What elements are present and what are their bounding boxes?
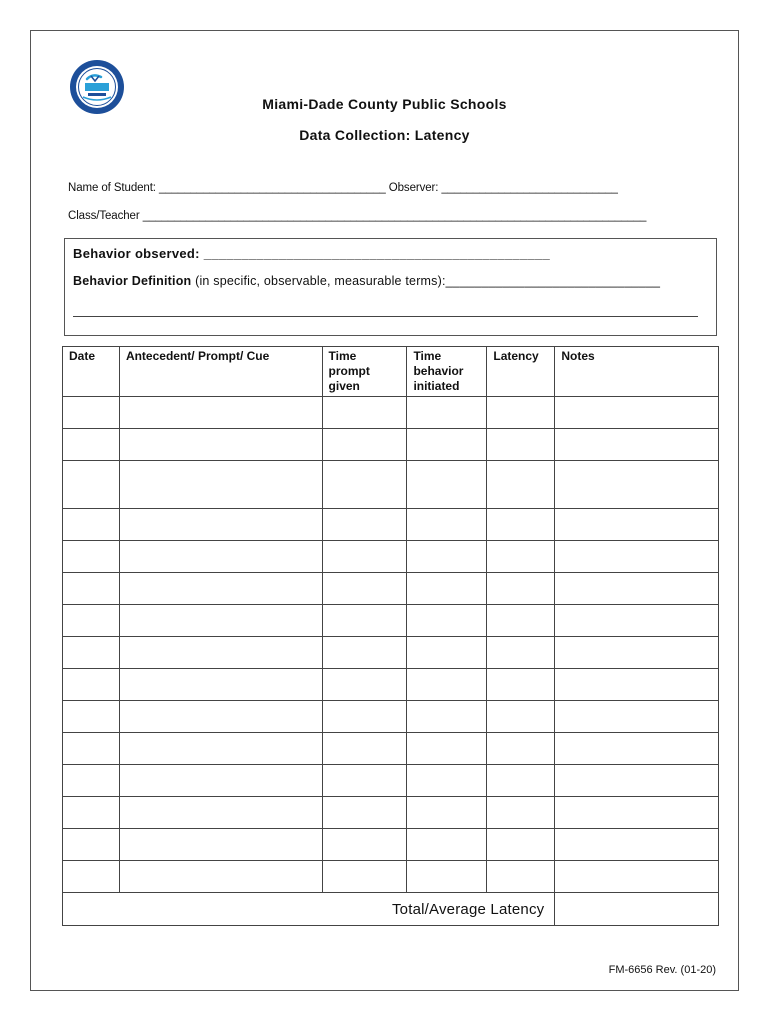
latency-cell[interactable] [487,637,555,669]
antecedent-cell[interactable] [119,797,322,829]
table-row [63,797,719,829]
antecedent-cell[interactable] [119,765,322,797]
date-cell[interactable] [63,733,120,765]
behavior-definition-hint: (in specific, observable, measurable terms): [195,274,446,288]
date-cell[interactable] [63,397,120,429]
total-row [63,893,719,926]
date-cell[interactable] [63,605,120,637]
time-prompt-cell[interactable] [322,573,407,605]
antecedent-cell[interactable] [119,541,322,573]
notes-cell[interactable] [555,573,719,605]
time-behavior-cell[interactable] [407,541,487,573]
notes-cell[interactable] [555,461,719,509]
time-prompt-header-line: Time [328,349,357,363]
time-prompt-cell[interactable] [322,509,407,541]
latency-cell[interactable] [487,861,555,893]
time-prompt-header-line: given [328,379,360,393]
latency-cell[interactable] [487,541,555,573]
antecedent-cell[interactable] [119,733,322,765]
class-teacher-row [68,210,646,222]
table-row [63,605,719,637]
date-cell[interactable] [63,429,120,461]
date-cell[interactable] [63,669,120,701]
time-behavior-cell[interactable] [407,461,487,509]
date-cell[interactable] [63,797,120,829]
time-behavior-cell[interactable] [407,397,487,429]
date-cell[interactable] [63,701,120,733]
notes-cell[interactable] [555,637,719,669]
behavior-definition-label: Behavior Definition [73,274,192,288]
behavior-definition-field[interactable]: ______________________________ [445,274,661,288]
latency-table [62,346,719,926]
time-prompt-cell[interactable] [322,397,407,429]
time-prompt-header [322,347,407,397]
time-behavior-cell[interactable] [407,605,487,637]
latency-cell[interactable] [487,829,555,861]
notes-cell[interactable] [555,733,719,765]
time-prompt-cell[interactable] [322,461,407,509]
antecedent-cell[interactable] [119,669,322,701]
behavior-definition-continuation-line[interactable] [73,316,698,317]
table-row [63,541,719,573]
antecedent-cell[interactable] [119,509,322,541]
time-behavior-cell[interactable] [407,797,487,829]
time-behavior-header-line: Time [413,349,442,363]
table-row [63,765,719,797]
time-behavior-cell[interactable] [407,701,487,733]
notes-cell[interactable] [555,669,719,701]
latency-header: Latency [487,347,555,397]
latency-cell[interactable] [487,605,555,637]
behavior-observed-label: Behavior observed: [73,246,200,261]
time-prompt-cell[interactable] [322,797,407,829]
table-row [63,733,719,765]
notes-cell[interactable] [555,509,719,541]
latency-cell[interactable] [487,733,555,765]
time-behavior-cell[interactable] [407,637,487,669]
institution-title: Miami-Dade County Public Schools [262,96,507,112]
table-body [63,397,719,893]
table-row [63,861,719,893]
antecedent-cell[interactable] [119,429,322,461]
behavior-observed-row [73,246,550,261]
total-average-latency-cell[interactable] [555,893,719,926]
time-prompt-cell[interactable] [322,605,407,637]
latency-cell[interactable] [487,429,555,461]
notes-header: Notes [555,347,719,397]
time-prompt-cell[interactable] [322,765,407,797]
antecedent-cell[interactable] [119,461,322,509]
table-row [63,509,719,541]
latency-cell[interactable] [487,397,555,429]
antecedent-cell[interactable] [119,637,322,669]
behavior-observed-field[interactable]: ______________________________________________ [203,246,551,261]
notes-cell[interactable] [555,541,719,573]
table-header-row [63,347,719,397]
behavior-box [64,238,717,336]
date-cell[interactable] [63,637,120,669]
time-prompt-cell[interactable] [322,637,407,669]
antecedent-header: Antecedent/ Prompt/ Cue [119,347,322,397]
student-observer-row [68,182,618,194]
class-teacher-label: Class/Teacher [68,210,140,222]
notes-cell[interactable] [555,397,719,429]
date-cell[interactable] [63,829,120,861]
time-prompt-cell[interactable] [322,861,407,893]
notes-cell[interactable] [555,605,719,637]
antecedent-cell[interactable] [119,605,322,637]
time-prompt-cell[interactable] [322,429,407,461]
table-row [63,397,719,429]
latency-cell[interactable] [487,797,555,829]
table-row [63,669,719,701]
date-cell[interactable] [63,509,120,541]
notes-cell[interactable] [555,429,719,461]
student-name-field[interactable]: ____________________________________ [159,182,386,194]
time-prompt-cell[interactable] [322,669,407,701]
table-row [63,829,719,861]
date-cell[interactable] [63,765,120,797]
form-page [30,30,739,991]
table-row [63,461,719,509]
time-prompt-cell[interactable] [322,733,407,765]
table-row [63,429,719,461]
total-average-latency-label: Total/Average Latency [63,893,555,926]
time-prompt-cell[interactable] [322,829,407,861]
latency-cell[interactable] [487,701,555,733]
observer-label: Observer: [388,182,439,194]
antecedent-cell[interactable] [119,573,322,605]
form-number: FM-6656 Rev. (01-20) [608,964,716,976]
form-title: Data Collection: Latency [299,127,470,143]
date-header: Date [63,347,120,397]
time-behavior-cell[interactable] [407,861,487,893]
notes-cell[interactable] [555,797,719,829]
time-behavior-header [407,347,487,397]
date-cell[interactable] [63,573,120,605]
time-behavior-cell[interactable] [407,429,487,461]
notes-cell[interactable] [555,829,719,861]
student-label: Name of Student: [68,182,156,194]
time-prompt-cell[interactable] [322,701,407,733]
latency-cell[interactable] [487,669,555,701]
notes-cell[interactable] [555,765,719,797]
time-behavior-cell[interactable] [407,669,487,701]
behavior-definition-row [73,274,660,288]
time-behavior-cell[interactable] [407,765,487,797]
latency-cell[interactable] [487,461,555,509]
time-behavior-header-line: initiated [413,379,460,393]
date-cell[interactable] [63,861,120,893]
latency-cell[interactable] [487,765,555,797]
notes-cell[interactable] [555,701,719,733]
antecedent-cell[interactable] [119,829,322,861]
time-prompt-cell[interactable] [322,541,407,573]
time-behavior-cell[interactable] [407,509,487,541]
date-cell[interactable] [63,461,120,509]
antecedent-cell[interactable] [119,861,322,893]
date-cell[interactable] [63,541,120,573]
antecedent-cell[interactable] [119,701,322,733]
latency-cell[interactable] [487,573,555,605]
table-row [63,637,719,669]
antecedent-cell[interactable] [119,397,322,429]
table-row [63,573,719,605]
time-behavior-cell[interactable] [407,573,487,605]
time-behavior-cell[interactable] [407,829,487,861]
time-prompt-header-line: prompt [328,364,370,378]
observer-field[interactable]: ____________________________ [441,182,618,194]
table-row [63,701,719,733]
class-teacher-field[interactable]: ________________________________________________________________________________ [142,210,647,222]
notes-cell[interactable] [555,861,719,893]
time-behavior-header-line: behavior [413,364,464,378]
latency-cell[interactable] [487,509,555,541]
time-behavior-cell[interactable] [407,733,487,765]
